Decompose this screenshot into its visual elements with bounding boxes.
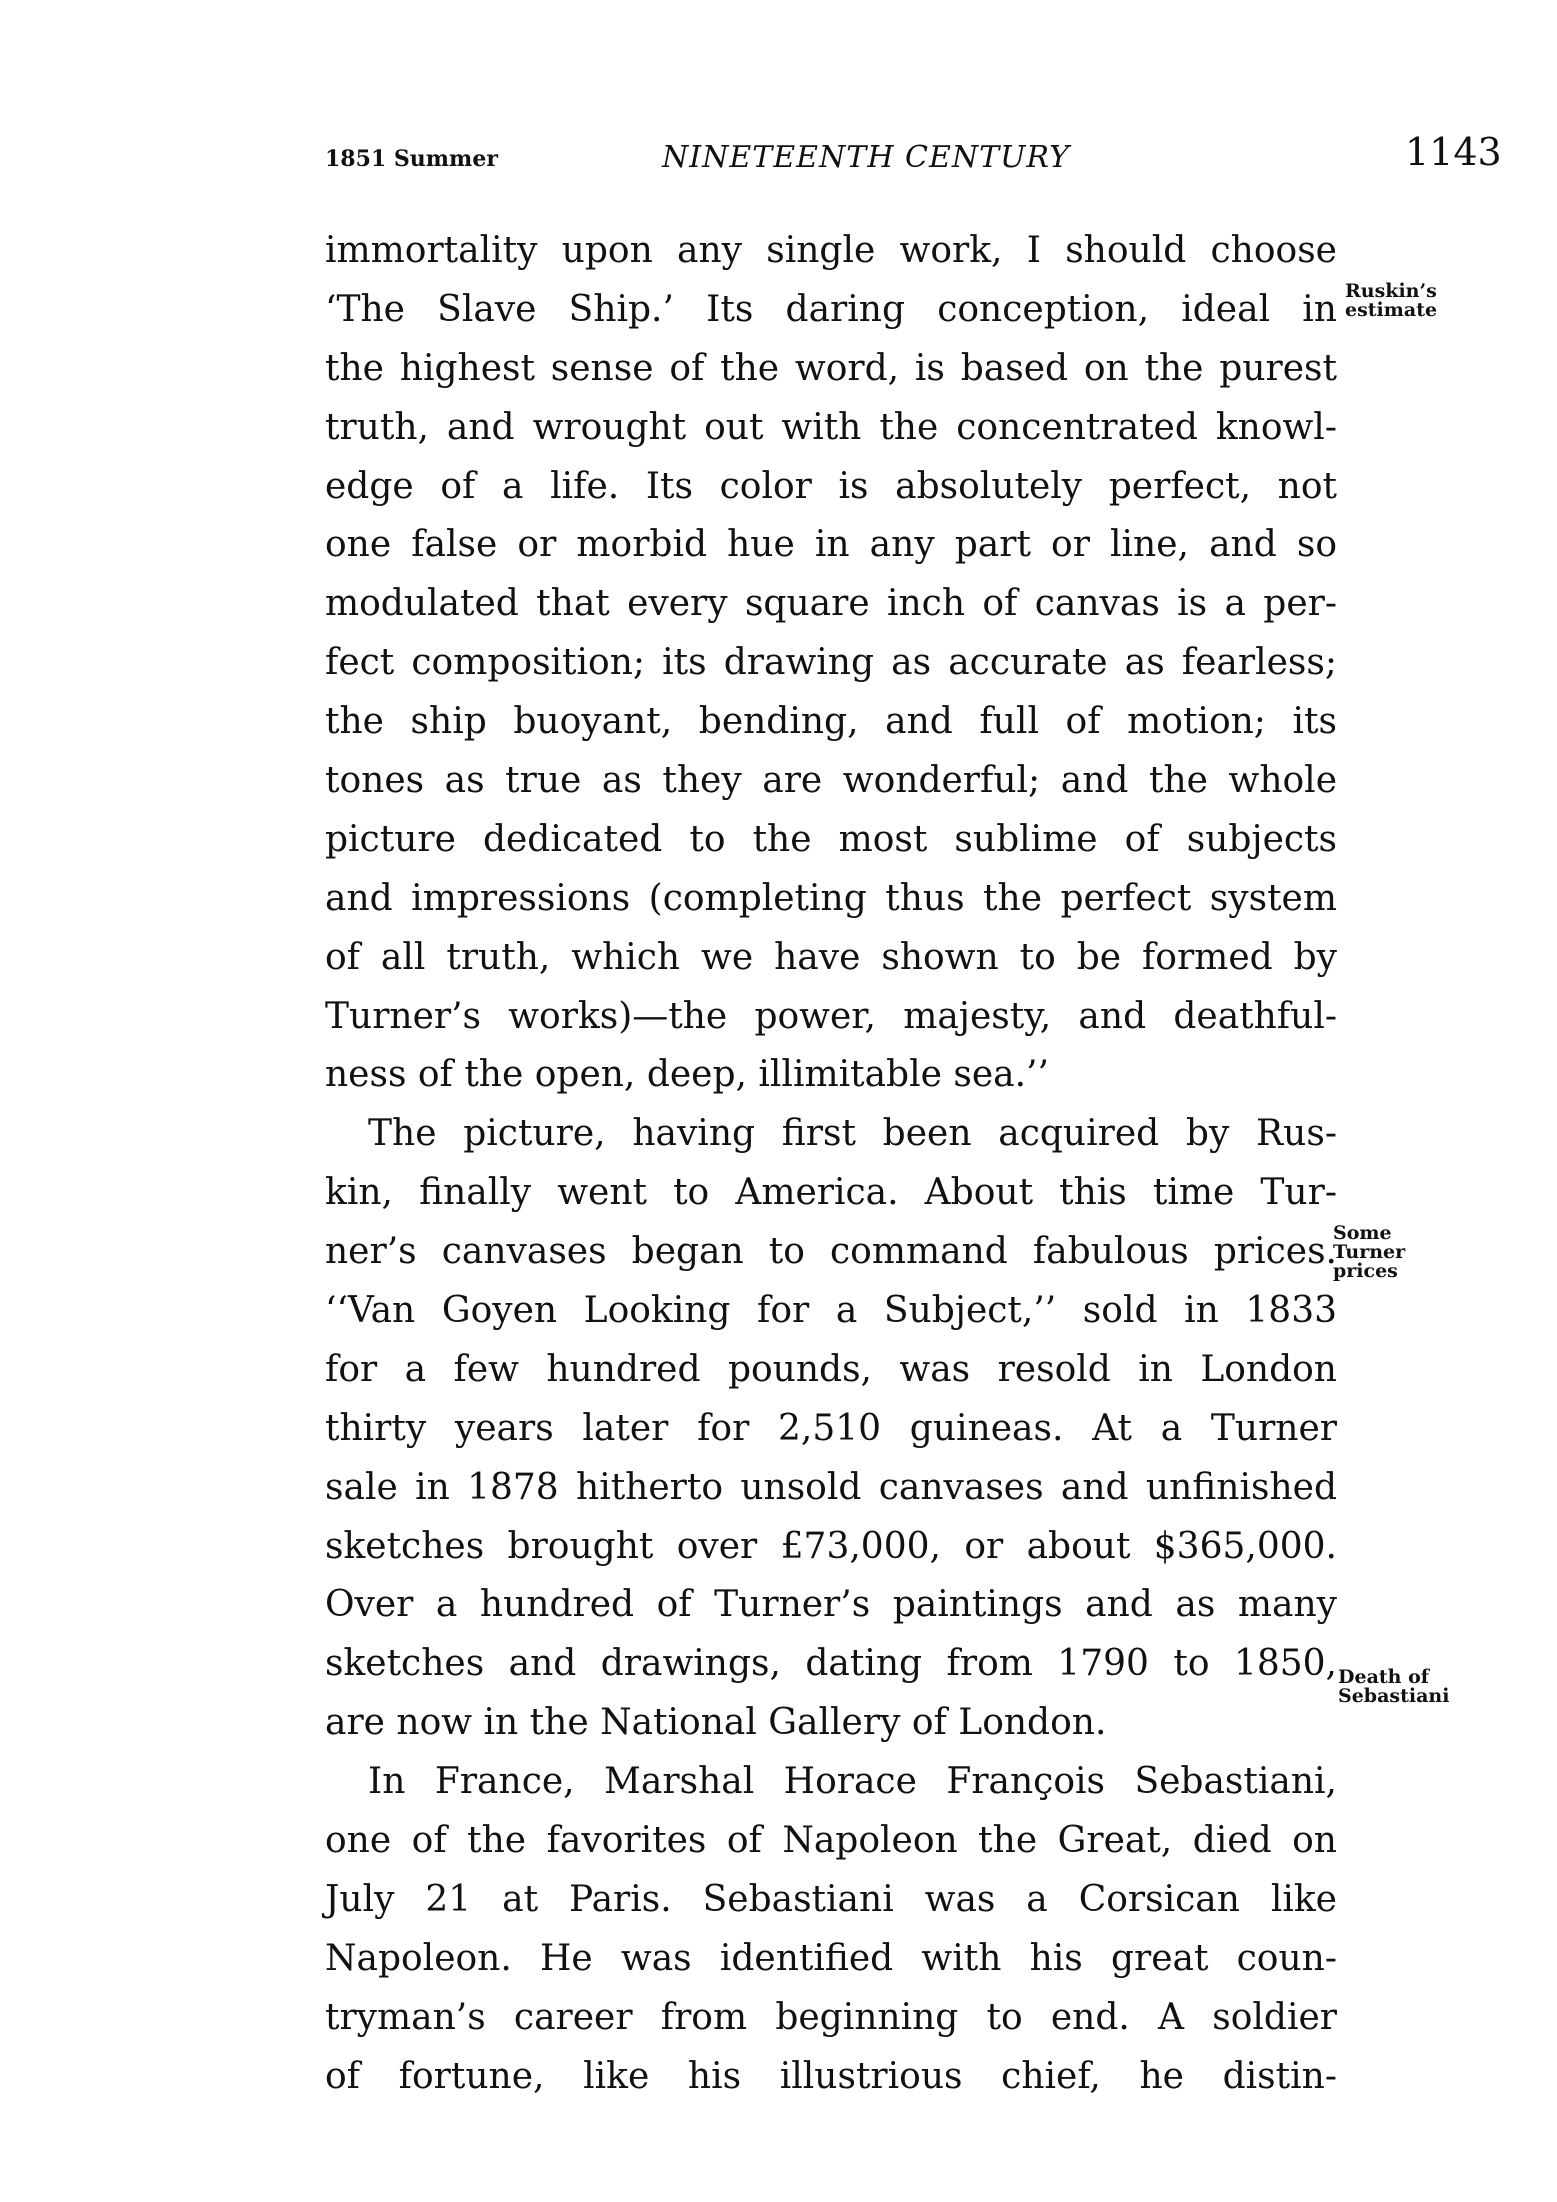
text-line: are now in the National Gallery of London. — [325, 1702, 1107, 1744]
text-line: July 21 at Paris. Sebastiani was a Corsican like — [325, 1878, 1337, 1920]
margin-note-line: Death of — [1338, 1666, 1429, 1688]
margin-note-line: Some — [1333, 1222, 1392, 1244]
text-line: tryman’s career from beginning to end. A soldier — [325, 1996, 1337, 2038]
text-line: sketches brought over £73,000, or about $365,000. — [325, 1525, 1337, 1567]
margin-note-line: Sebastiani — [1338, 1685, 1450, 1707]
text-line: kin, finally went to America. About this time Tur- — [325, 1172, 1337, 1214]
text-line: immortality upon any single work, I should choose — [325, 230, 1337, 271]
text-line: one of the favorites of Napoleon the Great, died on — [325, 1820, 1337, 1862]
margin-note-death-of-sebastiani — [1338, 1668, 1449, 1706]
text-line: Napoleon. He was identified with his great coun- — [325, 1937, 1337, 1979]
text-line: truth, and wrought out with the concentrated knowl- — [325, 406, 1337, 448]
margin-note-ruskins-estimate — [1345, 282, 1437, 320]
body-text — [325, 222, 1337, 2107]
text-line: thirty years later for 2,510 guineas. At a Turner — [325, 1407, 1337, 1449]
text-line: sale in 1878 hitherto unsold canvases and unfinished — [325, 1466, 1337, 1508]
text-line: of all truth, which we have shown to be formed by — [325, 936, 1337, 978]
text-line: Over a hundred of Turner’s paintings and as many — [325, 1584, 1337, 1626]
margin-note-line: Turner — [1333, 1241, 1406, 1263]
text-line: one false or morbid hue in any part or line, and so — [325, 524, 1337, 566]
text-line: ‘The Slave Ship.’ Its daring conception, ideal in — [325, 288, 1337, 330]
text-line: picture dedicated to the most sublime of subjects — [325, 818, 1337, 860]
text-line: the highest sense of the word, is based on the purest — [325, 347, 1337, 389]
page-number: 1143 — [1405, 130, 1502, 174]
text-line: In France, Marshal Horace François Sebastiani, — [368, 1761, 1337, 1803]
text-line: ness of the open, deep, illimitable sea.’’ — [325, 1054, 1049, 1096]
text-line: sketches and drawings, dating from 1790 to 1850, — [325, 1643, 1337, 1685]
margin-note-line: estimate — [1345, 299, 1438, 321]
text-line: modulated that every square inch of canvas is a per- — [325, 583, 1337, 625]
text-line: the ship buoyant, bending, and full of motion; its — [325, 701, 1337, 743]
text-line: fect composition; its drawing as accurate as fearless; — [325, 642, 1337, 684]
margin-note-line: Ruskin’s — [1345, 280, 1437, 302]
text-line: The picture, having first been acquired by Rus- — [368, 1113, 1337, 1155]
text-line: and impressions (completing thus the perfect system — [325, 877, 1337, 919]
running-head-left: 1851 Summer — [325, 146, 498, 172]
running-head-title: NINETEENTH CENTURY — [662, 140, 1070, 175]
text-line: for a few hundred pounds, was resold in London — [325, 1348, 1337, 1390]
text-line: of fortune, like his illustrious chief, he distin- — [325, 2055, 1337, 2097]
text-line: ner’s canvases began to command fabulous prices. — [325, 1231, 1337, 1273]
margin-note-line: prices — [1333, 1260, 1398, 1282]
text-line: ‘‘Van Goyen Looking for a Subject,’’ sold in 1833 — [325, 1290, 1337, 1332]
margin-note-turner-prices — [1333, 1224, 1405, 1281]
text-line: edge of a life. Its color is absolutely perfect, not — [325, 465, 1337, 507]
text-line: tones as true as they are wonderful; and the whole — [325, 760, 1337, 802]
text-line: Turner’s works)—the power, majesty, and deathful- — [325, 995, 1337, 1037]
